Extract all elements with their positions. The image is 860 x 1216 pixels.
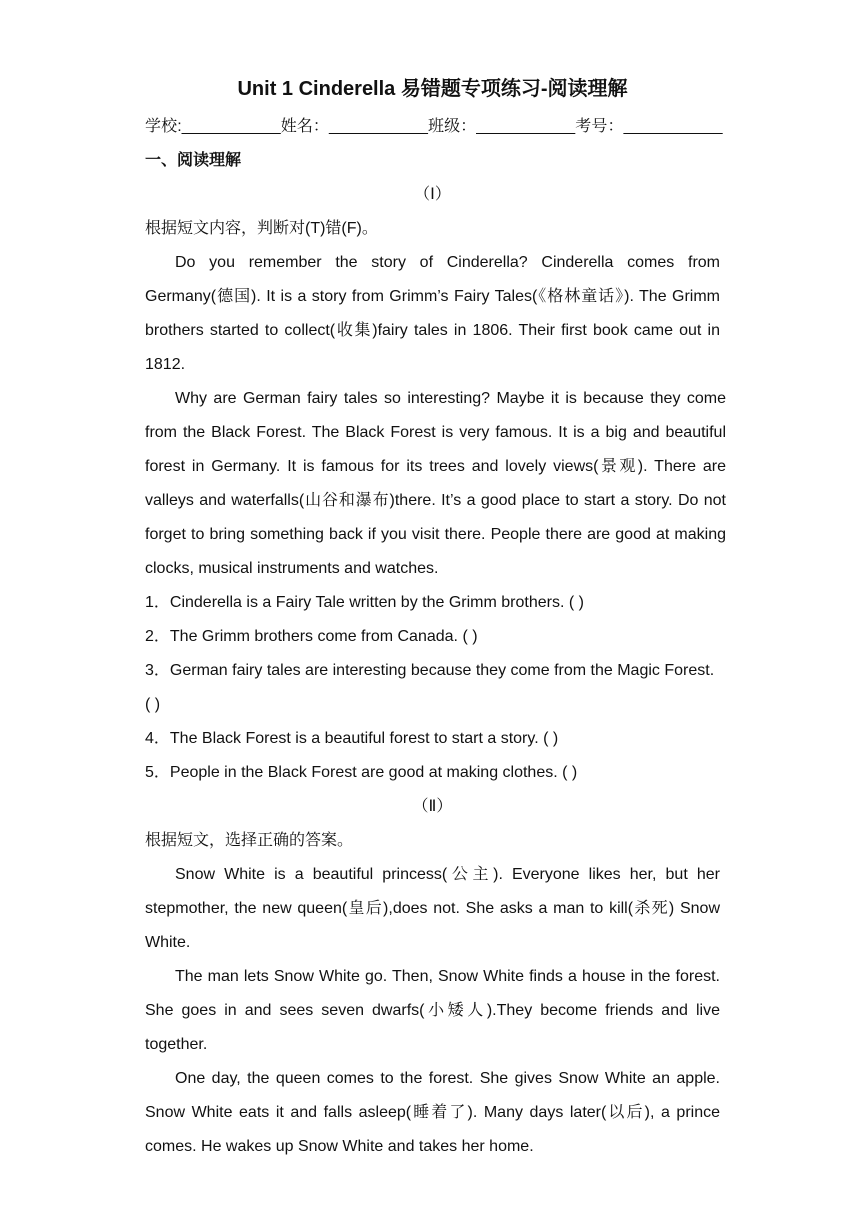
part-2-label: （Ⅱ） xyxy=(412,798,453,815)
student-info-line: 学校:___________姓名：___________班级：___________考号：___________ xyxy=(145,118,723,135)
passage-2-paragraph-3: One day, the queen comes to the forest. She gives Snow White an apple. Snow White eats it and falls asleep(睡着了). Many days later(以后), a prince comes. He wakes up Snow White and takes her home. xyxy=(145,1070,720,1155)
part-1-label: （Ⅰ） xyxy=(414,186,451,203)
part-1-instruction: 根据短文内容，判断对(T)错(F)。 xyxy=(145,220,378,237)
question-2: 2．The Grimm brothers come from Canada. ( ) xyxy=(145,628,478,645)
question-4: 4．The Black Forest is a beautiful forest to start a story. ( ) xyxy=(145,730,559,747)
passage-1-paragraph-2: Why are German fairy tales so interesting? Maybe it is because they come from the Black Forest. The Black Forest is very famous. It is a big and beautiful forest in Germany. It is famous for its trees and lovely views(景观). There are valleys and waterfalls(山谷和瀑布)there. It’s a good place to start a story. Do not forget to bring something back if you visit there. People there are good at making clocks, musical instruments and watches. xyxy=(145,390,726,577)
passage-2-paragraph-2: The man lets Snow White go. Then, Snow White finds a house in the forest. She goes in and sees seven dwarfs(小矮人).They become friends and live together. xyxy=(145,968,720,1053)
document-page xyxy=(145,72,726,1164)
question-3: 3．German fairy tales are interesting because they come from the Magic Forest. ( ) xyxy=(145,662,715,713)
page-title: Unit 1 Cinderella 易错题专项练习-阅读理解 xyxy=(237,78,628,100)
question-1: 1．Cinderella is a Fairy Tale written by the Grimm brothers. ( ) xyxy=(145,594,584,611)
passage-2-paragraph-1: Snow White is a beautiful princess(公主). Everyone likes her, but her stepmother, the new queen(皇后),does not. She asks a man to kill(杀死) Snow White. xyxy=(145,866,720,951)
part-2-instruction: 根据短文，选择正确的答案。 xyxy=(145,832,354,849)
question-5: 5．People in the Black Forest are good at making clothes. ( ) xyxy=(145,764,578,781)
section-heading: 一、阅读理解 xyxy=(145,152,242,169)
passage-1-paragraph-1: Do you remember the story of Cinderella? Cinderella comes from Germany(德国). It is a story from Grimm’s Fairy Tales(《格林童话》). The Grimm brothers started to collect(收集)fairy tales in 1806. Their first book came out in 1812. xyxy=(145,254,720,373)
